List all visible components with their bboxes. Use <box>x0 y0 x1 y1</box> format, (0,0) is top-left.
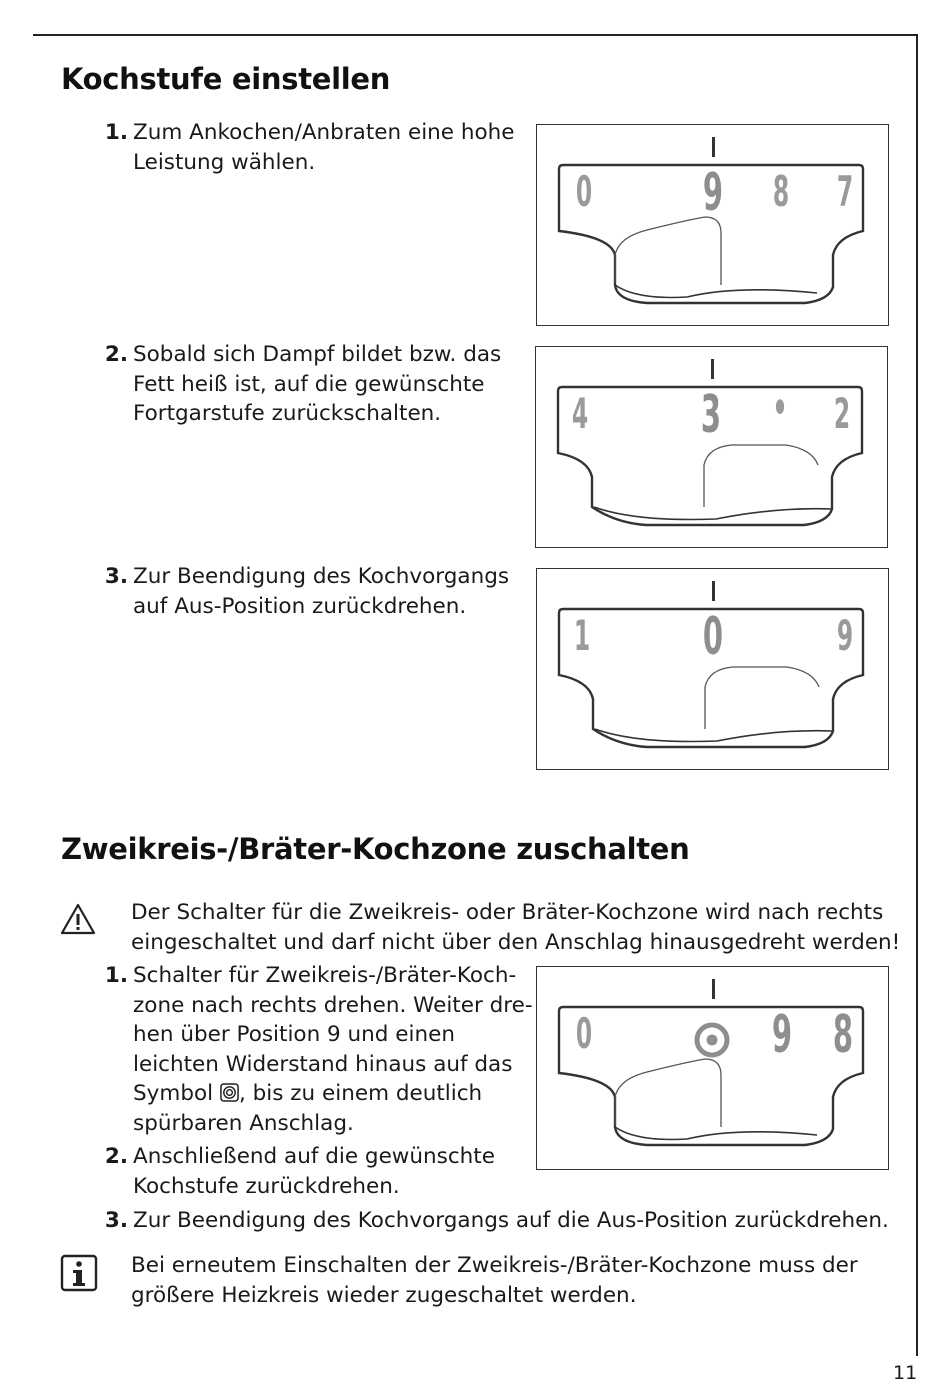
control-knob-illustration-4 <box>536 966 889 1170</box>
dial-label: • <box>772 383 788 432</box>
step-text: Anschließend auf die gewünschte Kochstufe zurückdrehen. <box>133 1144 495 1199</box>
info-text: Bei erneutem Einschalten der Zweikreis-/Bräter-Kochzone muss der größere Heizkreis wieder zugeschaltet werden. <box>131 1253 858 1308</box>
step-text: Zur Beendigung des Kochvorgangs auf Aus-Position zurückdrehen. <box>133 564 510 619</box>
right-rule <box>916 34 918 1356</box>
top-rule <box>33 34 918 36</box>
control-knob-illustration-1 <box>536 124 889 326</box>
dial-label: 7 <box>836 167 854 216</box>
position-marker <box>711 359 714 379</box>
step-number: 2. <box>104 1144 128 1169</box>
dual-circuit-symbol-icon <box>220 1083 239 1102</box>
step-number: 3. <box>104 564 128 589</box>
control-knob-illustration-3 <box>536 568 889 770</box>
step-number: 1. <box>104 963 128 988</box>
step-text: Zur Beendigung des Kochvorgangs auf die Aus-Position zurückdrehen. <box>133 1208 889 1233</box>
warning-triangle-icon <box>60 902 96 936</box>
position-marker <box>712 979 715 999</box>
step-text: Schalter für Zweikreis-/Bräter-Koch- zone nach rechts drehen. Weiter dre- hen über Position 9 und einen leichten Widerstand hinaus auf das Symbol , bis zu einem deutlich spürbaren Anschlag. <box>133 963 533 1136</box>
dial-label: 8 <box>772 167 790 216</box>
page-number: 11 <box>893 1362 918 1384</box>
control-knob-illustration-2 <box>535 346 888 548</box>
dial-label: 1 <box>573 611 591 660</box>
dial-label: 9 <box>771 1005 793 1065</box>
section-title-kochstufe: Kochstufe einstellen <box>61 62 391 96</box>
dial-label: 2 <box>833 389 851 438</box>
step-text: Sobald sich Dampf bildet bzw. das Fett heiß ist, auf die gewünschte Fortgarstufe zurückschalten. <box>133 342 502 426</box>
warning-text: Der Schalter für die Zweikreis- oder Bräter-Kochzone wird nach rechts eingeschaltet und darf nicht über den Anschlag hinausgedreht werden! <box>131 900 901 955</box>
dial-label: 8 <box>832 1005 854 1065</box>
info-icon <box>60 1254 98 1292</box>
step-text: Zum Ankochen/Anbraten eine hohe Leistung wählen. <box>133 120 515 175</box>
step-number: 2. <box>104 342 128 367</box>
section-title-zweikreis: Zweikreis-/Bräter-Kochzone zuschalten <box>61 832 690 866</box>
position-marker <box>712 581 715 601</box>
dial-label: 0 <box>575 167 593 216</box>
step-number: 1. <box>104 120 128 145</box>
position-marker <box>712 137 715 157</box>
dial-label-selected: 3 <box>700 385 722 445</box>
dial-label: 0 <box>575 1009 593 1058</box>
step-number: 3. <box>104 1208 128 1233</box>
dial-label-selected: 0 <box>702 607 724 667</box>
dial-label-selected: 9 <box>702 163 724 223</box>
dial-label: 4 <box>571 389 589 438</box>
dial-label: 9 <box>836 611 854 660</box>
